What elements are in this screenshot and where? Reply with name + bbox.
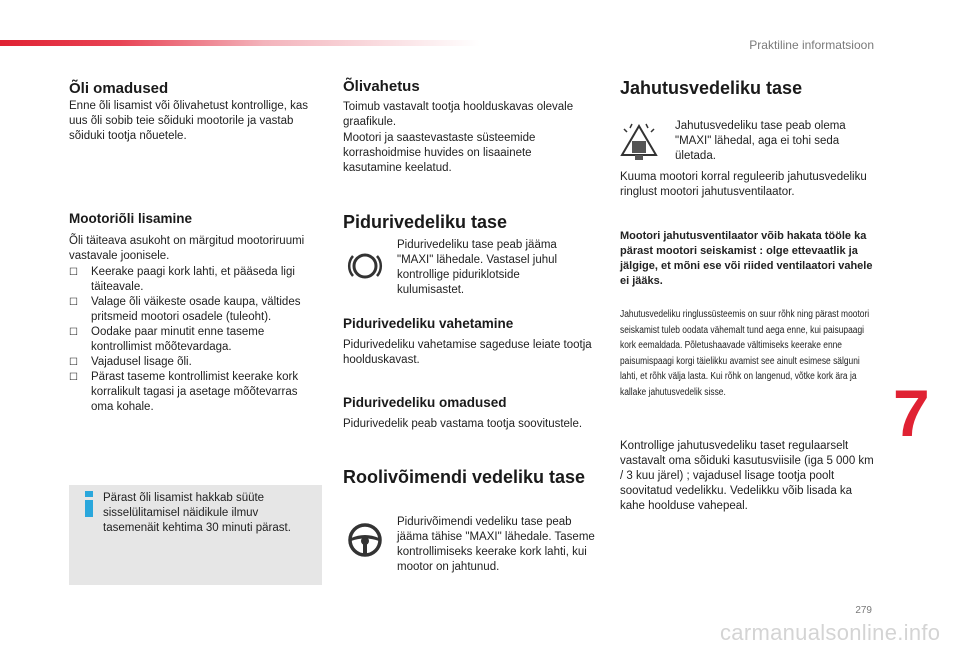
oil-properties-heading: Õli omadused xyxy=(69,80,169,97)
oil-add-intro: Õli täiteava asukoht on märgitud mootoriruumi vastavale joonisele. xyxy=(69,235,305,262)
coolant-fan-warning: Mootori jahutusventilaator võib hakata tööle ka pärast mootori seiskamist : olge ettevaatlik ja jälgige, et mõni ese või riided ventilaatori vahele ei jääks. xyxy=(620,230,873,287)
coolant-text-1: Kuuma mootori korral reguleerib jahutusvedeliku ringlust mootori jahutusventilaator. xyxy=(620,171,867,198)
list-item-text: Pärast taseme kontrollimist keerake kork korralikult tagasi ja asetage mõõtevarras oma kohale. xyxy=(91,371,299,413)
list-item xyxy=(69,265,319,295)
checkbox-bullet-icon: ☐ xyxy=(69,357,78,368)
list-item-text: Keerake paagi kork lahti, et pääseda ligi täiteavale. xyxy=(91,266,295,293)
watermark: carmanualsonline.info xyxy=(720,620,941,645)
list-item-text: Vajadusel lisage õli. xyxy=(91,356,192,368)
coolant-pressure-warning: Jahutusvedeliku ringlussüsteemis on suur rõhk ning pärast mootori seiskamist tuleb oodata vähemalt tund aega enne, kui paisupaagi kork eemaldada. Põletushaavade vältimiseks keerake enne paisumispaagi korgi täielikku avamist see ainult esimese sälguni lahti, et rõhk välja lasta. Kui rõhk on langenud, võtke kork ära ja kallake jahutusvedelik sisse. xyxy=(620,309,870,398)
brake-level-heading: Pidurivedeliku tase xyxy=(343,212,508,232)
info-note-text: Pärast õli lisamist hakkab süüte sisselülitamisel näidikule ilmuv tasemenäit kehtima 30 minuti pärast. xyxy=(103,492,291,534)
list-item-text: Valage õli väikeste osade kaupa, vältides pritsmeid mootori osadele (tuleoht). xyxy=(91,296,301,323)
list-item xyxy=(69,295,319,325)
chapter-number: 7 xyxy=(893,376,930,450)
brake-change-heading: Pidurivedeliku vahetamine xyxy=(343,316,514,331)
oil-change-text-2: Mootori ja saastevastaste süsteemide korrashoidmise huvides on lisaainete kasutamine keelatud. xyxy=(343,132,536,174)
list-item xyxy=(69,370,319,415)
checkbox-bullet-icon: ☐ xyxy=(69,267,78,278)
oil-change-heading: Õlivahetus xyxy=(343,78,420,95)
coolant-warning-icon xyxy=(618,121,660,163)
steering-fluid-heading: Roolivõimendi vedeliku tase xyxy=(343,467,586,487)
list-item xyxy=(69,355,319,370)
coolant-text-2: Kontrollige jahutusvedeliku taset regulaarselt vastavalt oma sõiduki kasutusviisile (iga 5 000 km / 3 kuu järel) ; vajadusel lisage tootja poolt soovitatud vedelikku. Vedelikku võib lisada ka kahe hoolduse vahepeal. xyxy=(620,440,874,512)
checkbox-bullet-icon: ☐ xyxy=(69,372,78,383)
coolant-icon-text: Jahutusvedeliku tase peab olema "MAXI" lähedal, aga ei tohi seda ületada. xyxy=(675,120,846,162)
brake-warning-icon xyxy=(346,247,384,285)
page-number: 279 xyxy=(855,605,872,616)
steering-wheel-icon xyxy=(346,521,384,559)
header-accent-bar xyxy=(0,40,480,46)
info-note-box xyxy=(69,485,322,585)
list-item xyxy=(69,325,319,355)
brake-level-text: Pidurivedeliku tase peab jääma "MAXI" lähedale. Vastasel juhul kontrollige piduriklotside kulumisastet. xyxy=(397,239,558,296)
oil-add-heading: Mootoriõli lisamine xyxy=(69,211,193,226)
info-icon xyxy=(84,491,94,517)
list-item-text: Oodake paar minutit enne taseme kontrollimist mõõtevardaga. xyxy=(91,326,265,353)
oil-change-text-1: Toimub vastavalt tootja hoolduskavas olevale graafikule. xyxy=(343,101,574,128)
brake-props-heading: Pidurivedeliku omadused xyxy=(343,395,507,410)
oil-add-steps xyxy=(69,265,319,415)
oil-properties-text: Enne õli lisamist või õlivahetust kontrollige, kas uus õli sobib teie sõiduki mootorile ja vastab sõiduki tootja nõuetele. xyxy=(69,100,309,142)
brake-change-text: Pidurivedeliku vahetamise sageduse leiate tootja hoolduskavast. xyxy=(343,339,592,366)
brake-props-text: Pidurivedelik peab vastama tootja soovitustele. xyxy=(343,418,583,430)
section-title: Praktiline informatsioon xyxy=(749,38,874,52)
checkbox-bullet-icon: ☐ xyxy=(69,327,78,338)
steering-fluid-text: Pidurivõimendi vedeliku tase peab jääma tähise "MAXI" lähedale. Taseme kontrollimiseks keerake kork lahti, kui mootor on jahtunud. xyxy=(397,516,595,573)
checkbox-bullet-icon: ☐ xyxy=(69,297,78,308)
coolant-heading: Jahutusvedeliku tase xyxy=(620,78,803,98)
